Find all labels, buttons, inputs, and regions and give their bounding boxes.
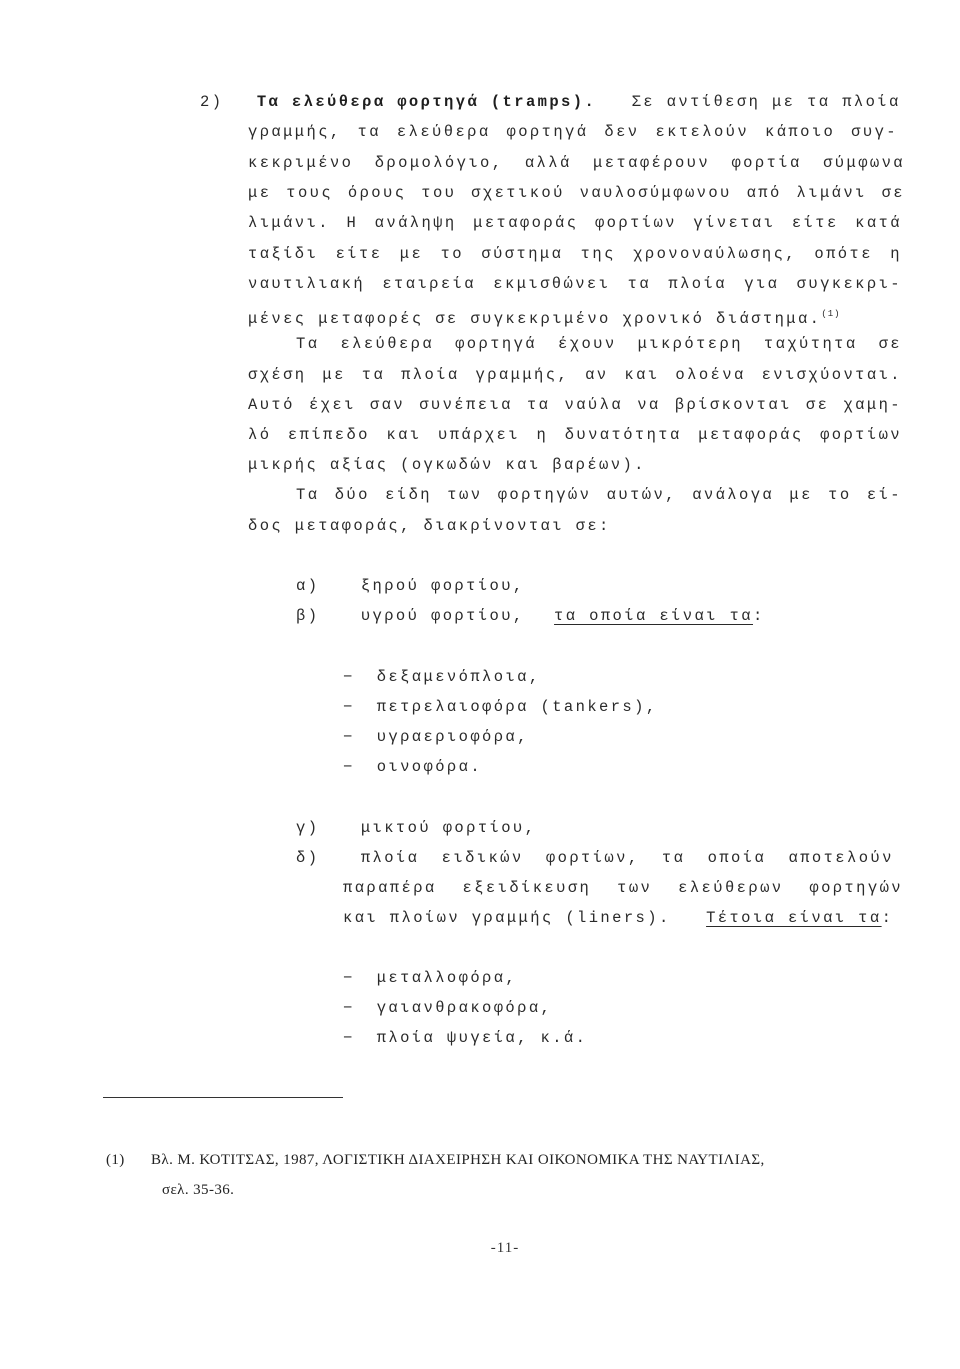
dash-icon: −	[343, 728, 355, 746]
category-label: γ)	[296, 819, 320, 837]
dash-icon: −	[343, 969, 355, 987]
footnote-divider	[103, 1097, 343, 1098]
body-line: λιμάνι. Η ανάληψη μεταφοράς φορτίων γίνεται είτε κατά	[248, 214, 902, 232]
list-item: − δεξαμενόπλοια,	[343, 668, 541, 686]
list-item: − γαιανθρακοφόρα,	[343, 999, 553, 1017]
category-intro: Τέτοια είναι τα	[706, 909, 882, 927]
dash-icon: −	[343, 999, 355, 1017]
category-d-line: και πλοίων γραμμής (liners). Τέτοια είναι τα:	[343, 909, 894, 927]
body-line: δος μεταφοράς, διακρίνονται σε:	[248, 517, 611, 535]
body-line: Τα δύο είδη των φορτηγών αυτών, ανάλογα με το εί-	[296, 486, 902, 504]
category-d-line: παραπέρα εξειδίκευση των ελεύθερων φορτηγών	[343, 879, 903, 897]
body-line: με τους όρους του σχετικού ναυλοσύμφωνου από λιμάνι σε	[248, 184, 905, 202]
body-line: κεκριμένο δρομολόγιο, αλλά μεταφέρουν φορτία σύμφωνα	[248, 154, 905, 172]
list-item: − οινοφόρα.	[343, 758, 483, 776]
body-line: ταξίδι είτε με το σύστημα της χρονοναύλωσης, οπότε η	[248, 245, 902, 263]
category-text: ξηρού φορτίου,	[360, 577, 525, 595]
footnote-line-2: σελ. 35-36.	[162, 1182, 235, 1198]
body-line: Αυτό έχει σαν συνέπεια τα ναύλα να βρίσκονται σε χαμη-	[248, 396, 902, 414]
category-text: υγρού φορτίου,	[360, 607, 525, 625]
footnote-text: Βλ. Μ. ΚΟΤΙΤΣΑΣ, 1987, ΛΟΓΙΣΤΙΚΗ ΔΙΑΧΕΙΡΗΣΗ ΚΑΙ ΟΙΚΟΝΟΜΙΚΑ ΤΗΣ ΝΑΥΤΙΛΙΑΣ,	[151, 1152, 765, 1168]
footnote-marker: (1)	[106, 1152, 125, 1168]
category-c	[296, 818, 536, 838]
section-line-1	[200, 92, 901, 112]
category-b	[296, 606, 765, 626]
category-colon: :	[752, 607, 765, 625]
body-line: λό επίπεδο και υπάρχει η δυνατότητα μεταφοράς φορτίων	[248, 426, 902, 444]
section-marker: 2)	[200, 93, 224, 111]
body-line: μένες μεταφορές σε συγκεκριμένο χρονικό διάστημα.	[248, 310, 822, 328]
body-line: γραμμής, τα ελεύθερα φορτηγά δεν εκτελούν κάποιο συγ-	[248, 123, 898, 141]
list-item: − υγραεριοφόρα,	[343, 728, 529, 746]
dash-icon: −	[343, 1029, 355, 1047]
body-line: ναυτιλιακή εταιρεία εκμισθώνει τα πλοία για συγκεκρι-	[248, 275, 902, 293]
dash-icon: −	[343, 668, 355, 686]
category-intro: τα οποία είναι τα	[554, 607, 753, 625]
category-text: πλοία ειδικών φορτίων, τα οποία αποτελούν	[360, 849, 894, 867]
body-line: σχέση με τα πλοία γραμμής, αν και ολοένα ενισχύονται.	[248, 366, 902, 384]
category-a	[296, 576, 525, 596]
footnote-ref: (1)	[821, 309, 841, 319]
list-item: − πλοία ψυγεία, κ.ά.	[343, 1029, 588, 1047]
body-line: Σε αντίθεση με τα πλοία	[631, 93, 901, 111]
body-line: μικρής αξίας (ογκωδών και βαρέων).	[248, 456, 646, 474]
category-label: α)	[296, 577, 320, 595]
dash-icon: −	[343, 698, 355, 716]
list-item: − μεταλλοφόρα,	[343, 969, 518, 987]
page-number: -11-	[490, 1240, 520, 1256]
category-label: δ)	[296, 849, 320, 867]
category-text: μικτού φορτίου,	[360, 819, 537, 837]
list-item: − πετρελαιοφόρα (tankers),	[343, 698, 658, 716]
footnote-line-1	[106, 1150, 765, 1170]
category-colon: :	[881, 909, 894, 927]
category-label: β)	[296, 607, 320, 625]
section-heading: Τα ελεύθερα φορτηγά (tramps).	[256, 93, 597, 111]
dash-icon: −	[343, 758, 355, 776]
body-line: Τα ελεύθερα φορτηγά έχουν μικρότερη ταχύτητα σε	[296, 335, 902, 353]
category-d	[296, 848, 902, 868]
body-line-with-footnote	[248, 304, 841, 329]
